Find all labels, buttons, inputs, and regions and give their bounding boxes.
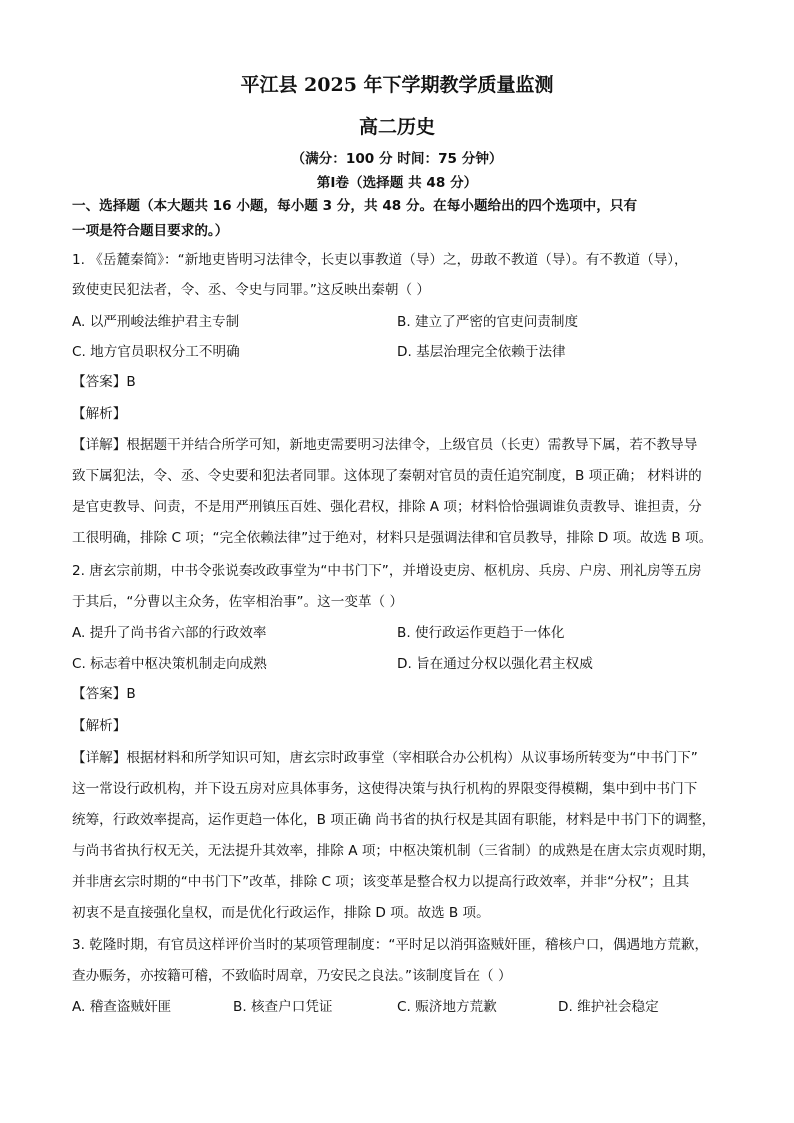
q3-stem-line: 3. 乾隆时期，有官员这样评价当时的某项管理制度：“平时足以消弭盗贼奸匪，稽核户口，偶遇地方荒歉， [72,937,709,953]
q2-option-a: A. 提升了尚书省六部的行政效率 [72,625,267,641]
q1-detail-line: 工很明确，排除 C 项；“完全依赖法律”过于绝对，材料只是强调法律和官员教导，排除 D 项。故选 B 项。 [72,530,713,546]
section-heading-line-2: 一项是符合题目要求的。） [72,223,229,239]
q2-detail-line: 并非唐玄宗时期的“中书门下”改革，排除 C 项；该变革是整合权力以提高行政效率，并非“分权”；且其 [72,874,690,890]
q2-detail-line: 初衷不是直接强化皇权，而是优化行政运作，排除 D 项。故选 B 项。 [72,905,490,921]
q1-answer: 【答案】B [72,374,136,390]
q2-option-b: B. 使行政运作更趋于一体化 [397,625,565,641]
q1-detail-line: 是官吏教导、问责，不是用严刑镇压百姓、强化君权，排除 A 项；材料恰恰强调谁负责教导、谁担责，分 [72,499,702,515]
subject-title: 高二历史 [358,116,435,138]
exam-title: 平江县 2025 年下学期教学质量监测 [240,74,554,96]
part-title: 第Ⅰ卷（选择题 共 48 分） [316,175,478,191]
q3-stem-line: 查办赈务，亦按籍可稽，不致临时周章，乃安民之良法。”该制度旨在（ ） [72,968,512,984]
exam-meta: （满分：100 分 时间：75 分钟） [291,151,503,167]
q2-stem-line: 于其后，“分曹以主众务，佐宰相治事”。这一变革（ ） [72,594,404,610]
q1-option-b: B. 建立了严密的官吏问责制度 [397,314,579,330]
section-heading-line-1: 一、选择题（本大题共 16 小题，每小题 3 分，共 48 分。在每小题给出的四个选项中，只有 [72,198,638,214]
q2-detail-line: 这一常设行政机构，并下设五房对应具体事务，这使得决策与执行机构的界限变得模糊，集中到中书门下 [72,781,698,797]
q1-analysis-label: 【解析】 [72,406,127,422]
q1-stem-line: 致使吏民犯法者，令、丞、令史与同罪。”这反映出秦朝（ ） [72,282,430,298]
q3-option-d: D. 维护社会稳定 [558,999,659,1015]
q1-option-c: C. 地方官员职权分工不明确 [72,344,240,360]
q1-detail-line: 致下属犯法，令、丞、令史要和犯法者同罪。这体现了秦朝对官员的责任追究制度，B 项正确； 材料讲的 [72,468,702,484]
q2-option-d: D. 旨在通过分权以强化君主权威 [397,656,593,672]
q1-detail-line: 【详解】根据题干并结合所学可知，新地吏需要明习法律令，上级官员（长吏）需教导下属，若不教导导 [72,437,698,453]
q2-analysis-label: 【解析】 [72,718,127,734]
q2-option-c: C. 标志着中枢决策机制走向成熟 [72,656,267,672]
q3-option-b: B. 核查户口凭证 [233,999,333,1015]
q1-option-a: A. 以严刑峻法维护君主专制 [72,314,240,330]
q2-detail-line: 统筹，行政效率提高，运作更趋一体化，B 项正确 尚书省的执行权是其固有职能，材料是中书门下的调整， [72,812,716,828]
q1-stem-line: 1. 《岳麓秦简》：“新地吏皆明习法律令，长吏以事教道（导）之，毋敢不教道（导）。有不教道（导）， [72,252,688,268]
q2-detail-line: 与尚书省执行权无关，无法提升其效率，排除 A 项；中枢决策机制（三省制）的成熟是在唐太宗贞观时期， [72,843,716,859]
q3-option-c: C. 赈济地方荒歉 [397,999,497,1015]
q2-detail-line: 【详解】根据材料和所学知识可知，唐玄宗时政事堂（宰相联合办公机构）从议事场所转变为“中书门下” [72,750,698,766]
q2-stem-line: 2. 唐玄宗前期，中书令张说奏改政事堂为“中书门下”，并增设吏房、枢机房、兵房、户房、刑礼房等五房 [72,563,702,579]
q2-answer: 【答案】B [72,686,136,702]
q1-option-d: D. 基层治理完全依赖于法律 [397,344,566,360]
q3-option-a: A. 稽查盗贼奸匪 [72,999,172,1015]
